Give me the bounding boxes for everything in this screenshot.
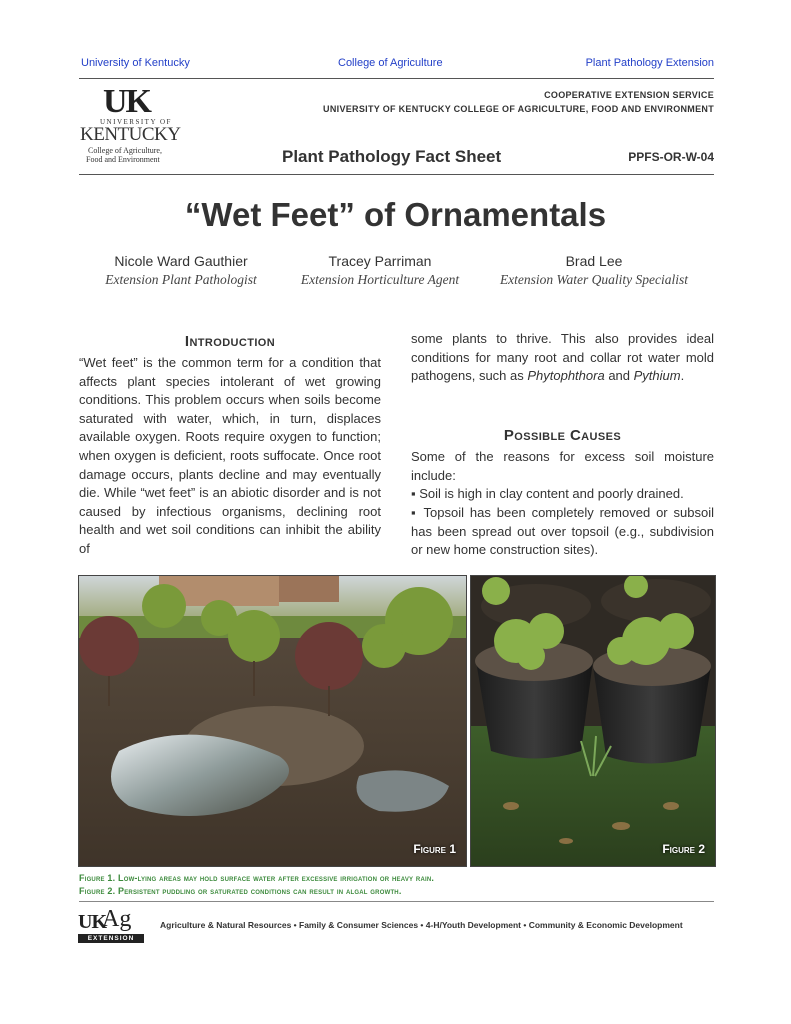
causes-intro: Some of the reasons for excess soil moisture include:: [411, 449, 714, 483]
bullet-text: Topsoil has been completely removed or subsoil has been spread out over topsoil (e.g., subdivision or new home construction sites).: [411, 505, 714, 558]
figure-2-photo: [470, 575, 716, 867]
intro-continued-and: and: [604, 368, 634, 384]
author-name-3: Brad Lee: [565, 253, 623, 269]
link-college-of-agriculture[interactable]: College of Agriculture: [338, 57, 443, 69]
intro-paragraph-continued: [411, 330, 714, 386]
uk-logo-line2: KENTUCKY: [80, 124, 181, 145]
fact-sheet-label: Plant Pathology Fact Sheet: [282, 147, 502, 166]
coop-line1: COOPERATIVE EXTENSION SERVICE: [544, 90, 714, 100]
genus-phytophthora: Phytophthora: [527, 368, 605, 384]
intro-paragraph: “Wet feet” is the common term for a condition that affects plant species intolerant of wet growing conditions. This problem occurs when soils become saturated with water, which, in turn, displaces available oxygen. Roots require oxygen to function; when oxygen is deficient, roots suffocate. Once root damage occurs, plants decline and may eventually die. While “wet feet” is an abiotic disorder and is not caused by infectious organisms, declining root health and wet soil conditions can inhibit the ability of: [79, 355, 381, 556]
causes-bullet-1: [411, 485, 714, 504]
uk-logo-mark: UK: [103, 83, 150, 120]
figure-1-photo: [78, 575, 467, 867]
link-university-of-kentucky[interactable]: University of Kentucky: [81, 57, 190, 69]
bullet-text: Soil is high in clay content and poorly drained.: [419, 486, 684, 501]
uk-logo-line1: UNIVERSITY OF: [100, 118, 172, 126]
author-role-3: Extension Water Quality Specialist: [499, 272, 689, 287]
ukag-logo-uk: UK: [78, 911, 106, 933]
figure-2-label: Figure 2: [662, 842, 705, 856]
bullet-marker: ▪: [411, 486, 416, 501]
header-rule-bottom: [79, 174, 714, 175]
page-title: “Wet Feet” of Ornamentals: [184, 196, 607, 233]
uk-logo-line4: Food and Environment: [86, 155, 160, 164]
figure-1-illustration: [79, 576, 466, 866]
intro-heading: Introduction: [184, 333, 276, 350]
genus-pythium: Pythium: [633, 368, 681, 384]
author-role-1: Extension Plant Pathologist: [105, 272, 257, 287]
header-rule-top: [79, 78, 714, 79]
intro-continued-end: .: [680, 368, 685, 384]
coop-line2: UNIVERSITY OF KENTUCKY COLLEGE OF AGRICULTURE, FOOD AND ENVIRONMENT: [323, 104, 714, 114]
publication-code: PPFS-OR-W-04: [628, 150, 714, 164]
author-role-2: Extension Horticulture Agent: [300, 272, 460, 287]
author-name-1: Nicole Ward Gauthier: [114, 253, 248, 269]
figure-1-caption: Figure 1. Low-lying areas may hold surface water after excessive irrigation or heavy rain.: [79, 873, 435, 883]
causes-bullet-2: [411, 504, 714, 560]
author-name-2: Tracey Parriman: [328, 253, 432, 269]
uk-logo-line3: College of Agriculture,: [88, 146, 162, 155]
causes-heading: Possible Causes: [503, 427, 622, 444]
bullet-marker: ▪: [411, 505, 418, 520]
ukag-logo-ag: Ag: [102, 906, 132, 932]
link-plant-pathology-extension[interactable]: Plant Pathology Extension: [585, 57, 714, 69]
figure-2-caption: Figure 2. Persistent puddling or saturated conditions can result in algal growth.: [79, 886, 402, 896]
figure-2-illustration: [471, 576, 715, 866]
footer-program-areas: Agriculture & Natural Resources • Family & Consumer Sciences • 4-H/Youth Development • Community & Economic Development: [160, 920, 683, 930]
ukag-logo-extension: EXTENSION: [78, 934, 144, 943]
figure-1-label: Figure 1: [413, 842, 456, 856]
intro-continued-text: some plants to thrive. This also provides ideal conditions for many root and collar rot water mold pathogens, such as: [411, 331, 714, 384]
footer-rule: [79, 901, 714, 902]
